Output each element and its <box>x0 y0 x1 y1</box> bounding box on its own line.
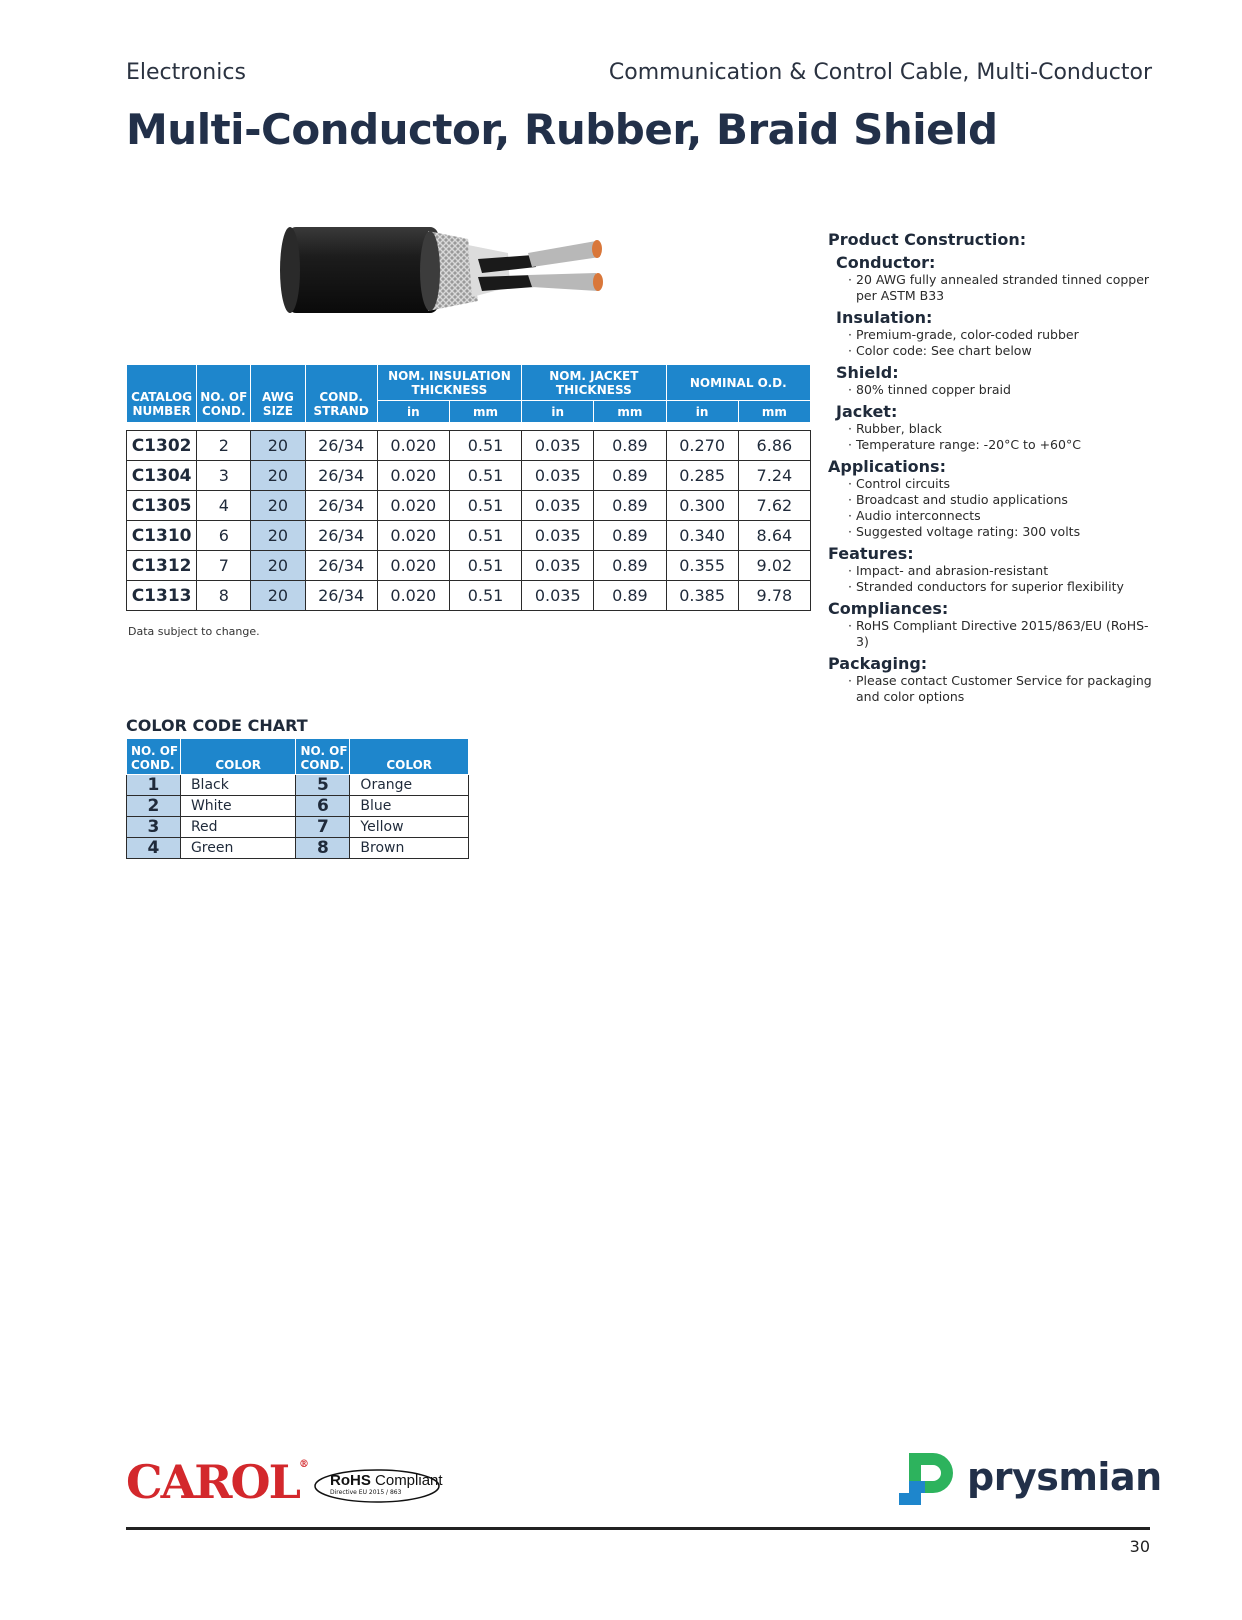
table-row <box>127 431 811 461</box>
header-no-of-cond: NO. OF COND. <box>197 365 251 423</box>
table-cell: 0.89 <box>594 581 666 611</box>
header-cond-strand: COND. STRAND <box>305 365 377 423</box>
conductor-title: Conductor: <box>836 253 936 272</box>
shield-title: Shield: <box>836 363 899 382</box>
page-title: Multi-Conductor, Rubber, Braid Shield <box>126 105 998 154</box>
conductor-list <box>848 272 1158 304</box>
table-cell: 7.62 <box>738 491 810 521</box>
packaging-list <box>848 673 1158 705</box>
section-label: Electronics <box>126 60 246 85</box>
table-row <box>127 581 811 611</box>
table-cell: 0.89 <box>594 431 666 461</box>
header-ins-mm: mm <box>449 401 521 423</box>
table-cell: 8.64 <box>738 521 810 551</box>
table-cell: 6 <box>197 521 251 551</box>
table-cell: 0.035 <box>522 461 594 491</box>
list-item: · Please contact Customer Service for packaging and color options <box>848 673 1158 705</box>
list-item: · Premium-grade, color-coded rubber <box>848 327 1158 343</box>
table-cell: 20 <box>251 461 305 491</box>
list-item: · Impact- and abrasion-resistant <box>848 563 1158 579</box>
table-cell: C1304 <box>127 461 197 491</box>
category-label: Communication & Control Cable, Multi-Conductor <box>608 60 1152 85</box>
table-row <box>127 551 811 581</box>
table-cell: C1313 <box>127 581 197 611</box>
header-jacket: NOM. JACKET THICKNESS <box>522 365 666 401</box>
header-awg-size: AWG SIZE <box>251 365 305 423</box>
header-catalog-number: CATALOG NUMBER <box>127 365 197 423</box>
table-cell: 0.035 <box>522 521 594 551</box>
shield-list <box>848 382 1158 398</box>
table-cell: 0.020 <box>377 551 449 581</box>
color-chart-title: COLOR CODE CHART <box>126 716 308 735</box>
table-cell: 2 <box>197 431 251 461</box>
cc-header-color-2: COLOR <box>350 739 469 775</box>
table-cell: C1312 <box>127 551 197 581</box>
header-od-mm: mm <box>738 401 810 423</box>
jacket-list <box>848 421 1158 453</box>
cond-color: White <box>180 796 296 817</box>
table-cell: 0.51 <box>449 551 521 581</box>
table-cell: 0.020 <box>377 491 449 521</box>
table-cell: 0.035 <box>522 551 594 581</box>
table-cell: 0.285 <box>666 461 738 491</box>
cond-number: 8 <box>296 838 350 859</box>
data-note: Data subject to change. <box>128 625 260 638</box>
compliances-title: Compliances: <box>828 599 949 618</box>
table-cell: 20 <box>251 521 305 551</box>
header-od-in: in <box>666 401 738 423</box>
applications-list <box>848 476 1158 540</box>
table-cell: 0.035 <box>522 431 594 461</box>
color-row <box>127 796 469 817</box>
table-cell: 9.02 <box>738 551 810 581</box>
list-item: · 20 AWG fully annealed stranded tinned copper per ASTM B33 <box>848 272 1158 304</box>
list-item: · Broadcast and studio applications <box>848 492 1158 508</box>
table-cell: 20 <box>251 491 305 521</box>
table-cell: 0.035 <box>522 581 594 611</box>
table-cell: 26/34 <box>305 431 377 461</box>
table-cell: 0.51 <box>449 461 521 491</box>
table-cell: 7 <box>197 551 251 581</box>
table-cell: 26/34 <box>305 521 377 551</box>
cond-number: 6 <box>296 796 350 817</box>
table-cell: 0.300 <box>666 491 738 521</box>
cable-image-icon <box>278 225 638 325</box>
table-cell: 26/34 <box>305 461 377 491</box>
construction-title: Product Construction: <box>828 230 1027 249</box>
table-cell: C1302 <box>127 431 197 461</box>
product-info-column <box>828 226 1158 705</box>
table-cell: 0.355 <box>666 551 738 581</box>
list-item: · Temperature range: -20°C to +60°C <box>848 437 1158 453</box>
header-jkt-mm: mm <box>594 401 666 423</box>
table-cell: 4 <box>197 491 251 521</box>
table-row <box>127 491 811 521</box>
table-cell: 20 <box>251 431 305 461</box>
cond-number: 1 <box>127 775 181 796</box>
table-cell: 26/34 <box>305 551 377 581</box>
color-code-table <box>126 738 469 859</box>
insulation-title: Insulation: <box>836 308 933 327</box>
cond-number: 5 <box>296 775 350 796</box>
cc-header-color-1: COLOR <box>180 739 296 775</box>
applications-title: Applications: <box>828 457 946 476</box>
table-cell: 20 <box>251 581 305 611</box>
table-cell: 9.78 <box>738 581 810 611</box>
spec-table <box>126 364 811 611</box>
list-item: · Control circuits <box>848 476 1158 492</box>
table-cell: 20 <box>251 551 305 581</box>
compliances-list <box>848 618 1158 650</box>
table-cell: 0.020 <box>377 461 449 491</box>
table-cell: 0.51 <box>449 431 521 461</box>
features-list <box>848 563 1158 595</box>
list-item: · Suggested voltage rating: 300 volts <box>848 524 1158 540</box>
table-cell: 0.89 <box>594 491 666 521</box>
table-cell: 7.24 <box>738 461 810 491</box>
table-cell: 0.89 <box>594 551 666 581</box>
prysmian-logo: prysmian <box>895 1445 1155 1515</box>
header-insulation: NOM. INSULATION THICKNESS <box>377 365 521 401</box>
cond-number: 4 <box>127 838 181 859</box>
list-item: · Audio interconnects <box>848 508 1158 524</box>
list-item: · Stranded conductors for superior flexibility <box>848 579 1158 595</box>
table-cell: 0.020 <box>377 581 449 611</box>
cond-color: Red <box>180 817 296 838</box>
table-cell: 0.51 <box>449 491 521 521</box>
table-cell: 0.89 <box>594 521 666 551</box>
cc-header-no-2: NO. OF COND. <box>296 739 350 775</box>
table-cell: 6.86 <box>738 431 810 461</box>
list-item: · 80% tinned copper braid <box>848 382 1158 398</box>
carol-logo: CAROL® <box>126 1455 309 1509</box>
table-cell: 0.020 <box>377 521 449 551</box>
prysmian-logo-icon <box>895 1445 961 1511</box>
table-cell: 0.51 <box>449 581 521 611</box>
table-row <box>127 461 811 491</box>
table-cell: 0.385 <box>666 581 738 611</box>
cond-color: Brown <box>350 838 469 859</box>
registered-mark: ® <box>298 1459 309 1470</box>
table-cell: 26/34 <box>305 491 377 521</box>
table-row <box>127 521 811 551</box>
color-row <box>127 775 469 796</box>
table-cell: 3 <box>197 461 251 491</box>
header-od: NOMINAL O.D. <box>666 365 810 401</box>
cond-color: Green <box>180 838 296 859</box>
color-row <box>127 838 469 859</box>
table-cell: 8 <box>197 581 251 611</box>
color-row <box>127 817 469 838</box>
table-cell: C1310 <box>127 521 197 551</box>
table-cell: 26/34 <box>305 581 377 611</box>
header-jkt-in: in <box>522 401 594 423</box>
cond-color: Blue <box>350 796 469 817</box>
table-cell: 0.340 <box>666 521 738 551</box>
insulation-list <box>848 327 1158 359</box>
table-cell: 0.035 <box>522 491 594 521</box>
packaging-title: Packaging: <box>828 654 928 673</box>
header-ins-in: in <box>377 401 449 423</box>
features-title: Features: <box>828 544 914 563</box>
cond-color: Black <box>180 775 296 796</box>
cc-header-no-1: NO. OF COND. <box>127 739 181 775</box>
table-cell: 0.89 <box>594 461 666 491</box>
page-number: 30 <box>1129 1537 1150 1556</box>
list-item: · RoHS Compliant Directive 2015/863/EU (RoHS-3) <box>848 618 1158 650</box>
cond-number: 7 <box>296 817 350 838</box>
cond-color: Orange <box>350 775 469 796</box>
cond-number: 2 <box>127 796 181 817</box>
jacket-title: Jacket: <box>836 402 898 421</box>
table-cell: 0.020 <box>377 431 449 461</box>
cond-number: 3 <box>127 817 181 838</box>
footer-divider <box>126 1527 1150 1530</box>
table-cell: 0.270 <box>666 431 738 461</box>
rohs-compliant-badge: RoHS Compliant Directive EU 2015 / 863 <box>312 1466 442 1506</box>
table-cell: 0.51 <box>449 521 521 551</box>
cond-color: Yellow <box>350 817 469 838</box>
list-item: · Color code: See chart below <box>848 343 1158 359</box>
list-item: · Rubber, black <box>848 421 1158 437</box>
table-cell: C1305 <box>127 491 197 521</box>
